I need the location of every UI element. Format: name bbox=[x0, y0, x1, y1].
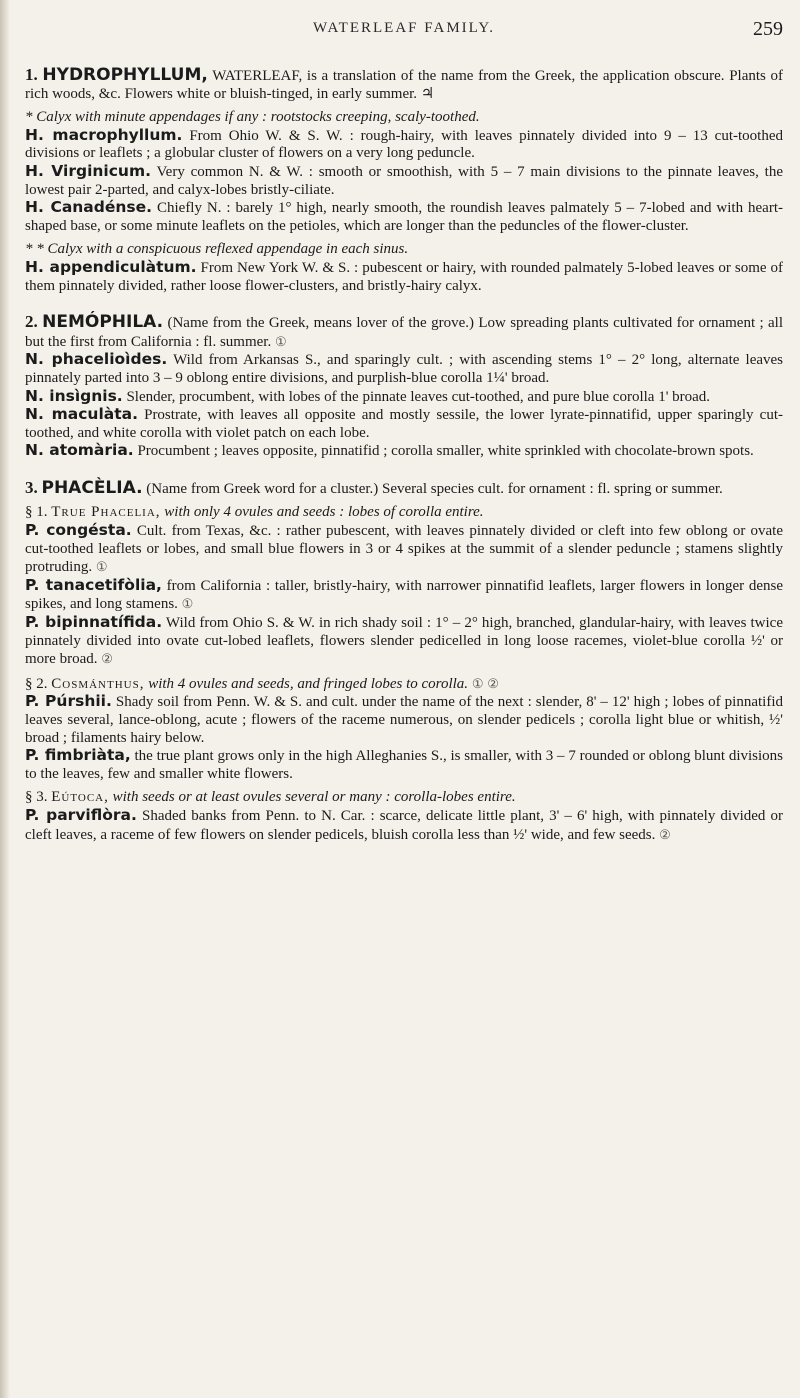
species-entry bbox=[25, 577, 783, 614]
biennial-symbol: ② bbox=[659, 826, 671, 842]
page-header bbox=[25, 20, 783, 60]
section-heading bbox=[25, 789, 783, 807]
species-entry bbox=[25, 693, 783, 747]
genus-number: 2. bbox=[25, 312, 38, 332]
species-entry bbox=[25, 614, 783, 669]
species-description: From New York W. & S. : pubescent or hairy, with rounded palmately 5-lobed leaves or some of them pinnately divided, rather loose flower-clusters, and bristly-hairy calyx. bbox=[25, 259, 783, 294]
genus-name: NEMÓPHILA. bbox=[42, 312, 164, 333]
section-text: with 4 ovules and seeds, and fringed lobes to corolla. bbox=[144, 675, 469, 692]
species-entry bbox=[25, 351, 783, 387]
species-entry bbox=[25, 522, 783, 577]
section-name: Cosmánthus, bbox=[51, 675, 145, 692]
species-name: H. appendiculàtum. bbox=[25, 257, 197, 276]
genus-description: (Name from Greek word for a cluster.) Several species cult. for ornament : fl. spring or summer. bbox=[142, 480, 723, 497]
section-mark: § 3. bbox=[25, 789, 52, 806]
section-text: * * Calyx with a conspicuous reflexed appendage in each sinus. bbox=[25, 241, 409, 258]
species-name: P. parviflòra. bbox=[25, 805, 137, 824]
species-name: P. Púrshii. bbox=[25, 692, 112, 711]
genus-name: PHACÈLIA. bbox=[41, 477, 143, 498]
perennial-symbol: ♃ bbox=[420, 85, 435, 102]
species-entry bbox=[25, 388, 783, 407]
species-description: Shady soil from Penn. W. & S. and cult. under the name of the next : slender, 8' – 12' high ; lobes of pinnatifid leaves several, lance-oblong, acute ; flowers of the raceme numerous, on slender pedicels ; corolla light blue or whitish, ½' broad ; filaments hairy below. bbox=[25, 694, 783, 746]
species-entry bbox=[25, 199, 783, 235]
genus-number: 3. bbox=[25, 477, 38, 497]
section-heading bbox=[25, 504, 783, 522]
section-name: Eútoca, bbox=[51, 789, 109, 806]
annual-symbol: ① bbox=[471, 675, 484, 691]
species-description: Procumbent ; leaves opposite, pinnatifid ; corolla smaller, white sprinkled with chocolate-brown spots. bbox=[133, 443, 754, 460]
section-heading bbox=[25, 241, 783, 259]
annual-symbol: ① bbox=[181, 596, 194, 612]
species-entry bbox=[25, 163, 783, 199]
species-name: H. Canadénse. bbox=[25, 198, 153, 217]
genus-description: WATERLEAF, is a translation of the name from the Greek, the application obscure. Plants of rich woods, &c. Flowers white or bluish-tinged, in early summer. bbox=[25, 68, 784, 102]
section-text: with only 4 ovules and seeds : lobes of corolla entire. bbox=[160, 504, 484, 521]
section-mark: § 2. bbox=[25, 675, 52, 692]
section-heading bbox=[25, 675, 783, 694]
species-description: Wild from Ohio S. & W. in rich shady soil : 1° – 2° high, branched, glandular-hairy, with leaves twice pinnately divided into ovate cut-lobed leaflets, flowers slender pedicelled in long loose racemes, violet-blue corolla ½' or more broad. bbox=[25, 615, 783, 668]
species-name: P. tanacetifòlia, bbox=[25, 575, 162, 594]
biennial-symbol: ② bbox=[487, 675, 499, 691]
species-name: N. insìgnis. bbox=[25, 386, 123, 405]
species-entry bbox=[25, 807, 783, 844]
section-mark: § 1. bbox=[25, 504, 52, 521]
species-description: Cult. from Texas, &c. : rather pubescent, with leaves pinnately divided or cleft into few oblong or ovate cut-toothed leaflets or lobes, and small blue flowers in 3 or 4 spikes at the summit of a slender peduncle ; stamens slightly protruding. bbox=[25, 523, 783, 576]
species-description: Chiefly N. : barely 1° high, nearly smooth, the roundish leaves palmately 5 – 7-lobed and with heart-shaped base, or some minute leaflets on the petioles, which are longer than the peduncles of the flower-cluster. bbox=[25, 200, 783, 234]
genus-description: (Name from the Greek, means lover of the grove.) Low spreading plants cultivated for ornament ; all but the first from California : fl. summer. bbox=[25, 315, 784, 350]
genus-nemophila bbox=[25, 313, 783, 351]
species-description: Prostrate, with leaves all opposite and mostly sessile, the lower lyrate-pinnatifid, upper sparingly cut-toothed, and white corolla with violet patch on each lobe. bbox=[25, 407, 783, 441]
species-entry bbox=[25, 127, 783, 163]
species-name: N. atomària. bbox=[25, 441, 134, 460]
species-description: Very common N. & W. : smooth or smoothish, with 5 – 7 main divisions to the pinnate leaves, the lowest pair 2-parted, and calyx-lobes bristly-ciliate. bbox=[25, 163, 783, 198]
species-description: Shaded banks from Penn. to N. Car. : scarce, delicate little plant, 3' – 6' high, with pinnately divided or cleft leaves, a raceme of few flowers on slender pedicels, bluish corolla less than ½' wide, and few seeds. bbox=[25, 807, 783, 843]
section-text: with seeds or at least ovules several or many : corolla-lobes entire. bbox=[108, 789, 516, 806]
spacer bbox=[25, 461, 783, 473]
species-description: Slender, procumbent, with lobes of the pinnate leaves cut-toothed, and pure blue corolla 1' broad. bbox=[122, 388, 711, 405]
species-description: the true plant grows only in the high Alleghanies S., is smaller, with 3 – 7 rounded or oblong blunt divisions to the leaves, few and smaller white flowers. bbox=[25, 748, 783, 782]
page-content bbox=[25, 20, 783, 844]
species-description: From Ohio W. & S. W. : rough-hairy, with leaves pinnately divided into 9 – 13 cut-toothed divisions or leaflets ; a globular cluster of flowers on a very long peduncle. bbox=[25, 127, 783, 162]
species-entry bbox=[25, 259, 783, 295]
species-description: from California : taller, bristly-hairy, with narrower pinnatifid leaflets, larger flowers in longer dense spikes, and long stamens. bbox=[25, 577, 783, 613]
biennial-symbol: ② bbox=[101, 651, 113, 667]
annual-symbol: ① bbox=[274, 333, 287, 349]
spacer bbox=[25, 295, 783, 307]
genus-phacelia bbox=[25, 479, 783, 499]
genus-number: 1. bbox=[25, 65, 38, 84]
genus-hydrophyllum bbox=[25, 66, 783, 103]
species-name: P. bipinnatífida. bbox=[25, 613, 163, 632]
species-name: P. congésta. bbox=[25, 521, 132, 540]
annual-symbol: ① bbox=[95, 559, 108, 575]
species-description: Wild from Arkansas S., and sparingly cult. ; with ascending stems 1° – 2° long, alternate leaves pinnately parted into 3 – 9 oblong entire divisions, and purplish-blue corolla 1¼' broad. bbox=[25, 352, 784, 386]
species-entry bbox=[25, 406, 783, 442]
species-name: N. maculàta. bbox=[25, 405, 138, 424]
species-name: H. macrophyllum. bbox=[25, 125, 183, 144]
species-entry bbox=[25, 442, 783, 461]
species-name: N. phacelioìdes. bbox=[25, 350, 168, 369]
page-edge-shadow bbox=[0, 0, 10, 1398]
species-name: H. Virginicum. bbox=[25, 161, 151, 180]
species-name: P. fimbriàta, bbox=[25, 746, 131, 765]
genus-name: HYDROPHYLLUM, bbox=[42, 65, 208, 85]
page-number: 259 bbox=[753, 18, 783, 40]
running-title: WATERLEAF FAMILY. bbox=[313, 20, 495, 36]
section-heading bbox=[25, 109, 783, 127]
section-name: True Phacelia, bbox=[51, 504, 161, 521]
species-entry bbox=[25, 747, 783, 783]
section-text: * Calyx with minute appendages if any : rootstocks creeping, scaly-toothed. bbox=[25, 109, 480, 126]
